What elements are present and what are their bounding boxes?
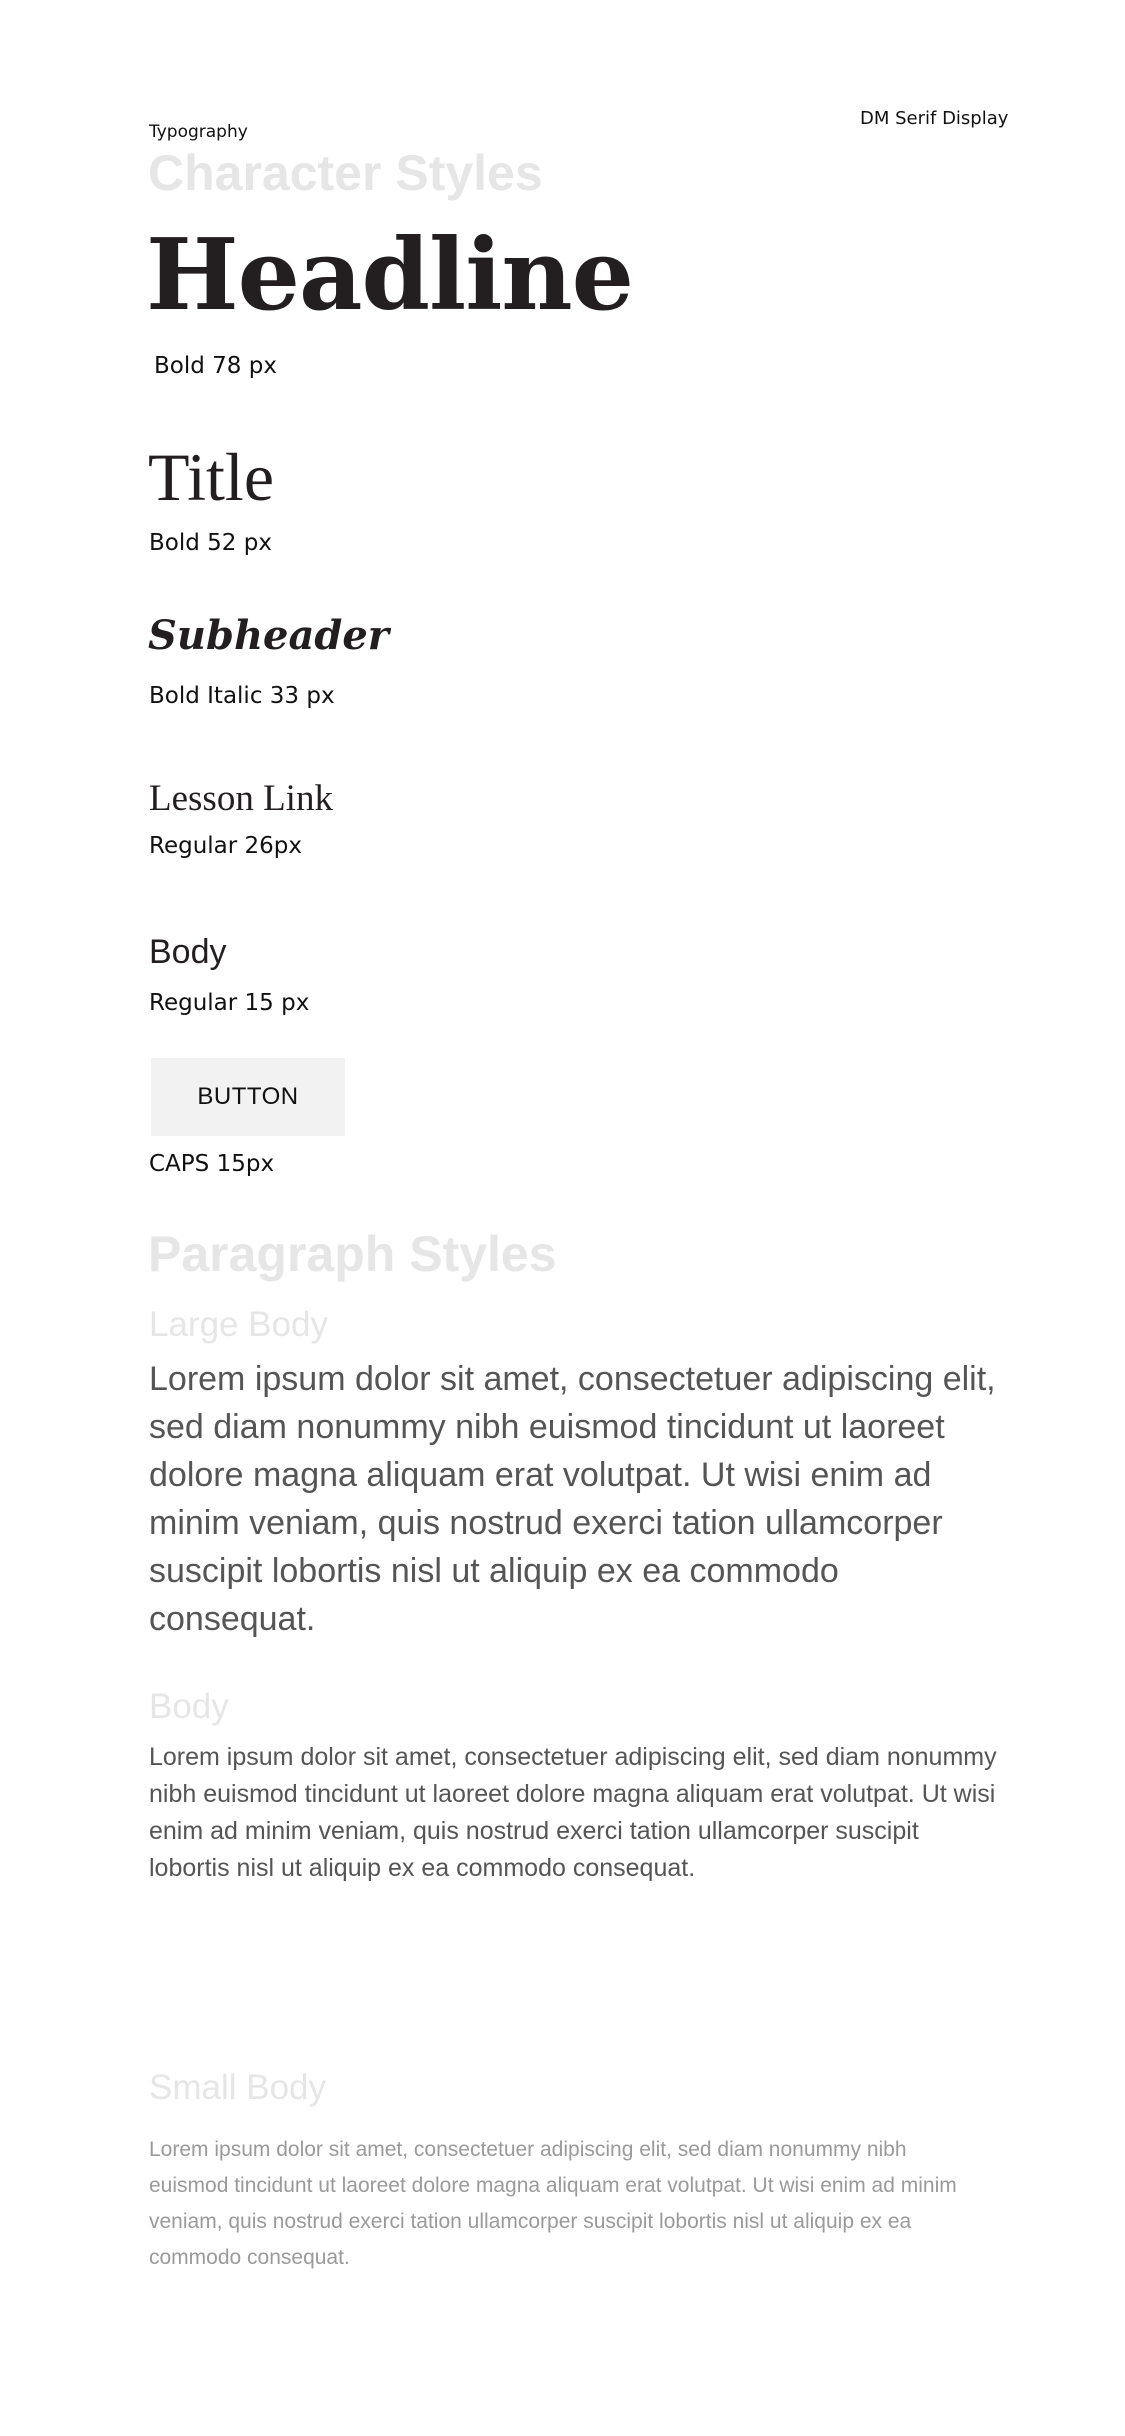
- headline-spec: Bold 78 px: [154, 353, 277, 379]
- large-body-paragraph: Lorem ipsum dolor sit amet, consectetuer adipiscing elit, sed diam nonummy nibh euismod tincidunt ut laoreet dolore magna aliquam erat volutpat. Ut wisi enim ad minim veniam, quis nostrud exerci tation ullamcorper suscipit lobortis nisl ut aliquip ex ea commodo consequat.: [149, 1360, 996, 1638]
- headline-sample: Headline: [146, 218, 634, 333]
- body-spec: Regular 15 px: [149, 990, 310, 1016]
- lesson-link-spec: Regular 26px: [149, 833, 303, 859]
- font-name: DM Serif Display: [860, 108, 1009, 129]
- lesson-link-sample[interactable]: Lesson Link: [149, 778, 333, 819]
- character-styles-title: Character Styles: [148, 145, 543, 201]
- paragraph-styles-title: Paragraph Styles: [148, 1226, 557, 1282]
- small-body-label: Small Body: [149, 2068, 327, 2107]
- title-sample: Title: [148, 439, 275, 515]
- subheader-spec: Bold Italic 33 px: [149, 683, 335, 709]
- body-paragraph: Lorem ipsum dolor sit amet, consectetuer adipiscing elit, sed diam nonummy nibh euismod tincidunt ut laoreet dolore magna aliquam erat volutpat. Ut wisi enim ad minim veniam, quis nostrud exerci tation ullamcorper suscipit lobortis nisl ut aliquip ex ea commodo consequat.: [149, 1743, 997, 1882]
- sample-button[interactable]: BUTTON: [151, 1058, 345, 1136]
- section-kicker: Typography: [149, 122, 248, 142]
- title-spec: Bold 52 px: [149, 530, 272, 556]
- subheader-sample: Subheader: [148, 612, 389, 659]
- button-spec: CAPS 15px: [149, 1151, 275, 1177]
- small-body-paragraph: Lorem ipsum dolor sit amet, consectetuer adipiscing elit, sed diam nonummy nibh euismod tincidunt ut laoreet dolore magna aliquam erat volutpat. Ut wisi enim ad minim veniam, quis nostrud exerci tation ullamcorper suscipit lobortis nisl ut aliquip ex ea commodo consequat.: [149, 2138, 957, 2269]
- large-body-label: Large Body: [149, 1305, 329, 1344]
- body-label: Body: [149, 1687, 229, 1726]
- body-sample: Body: [149, 933, 227, 971]
